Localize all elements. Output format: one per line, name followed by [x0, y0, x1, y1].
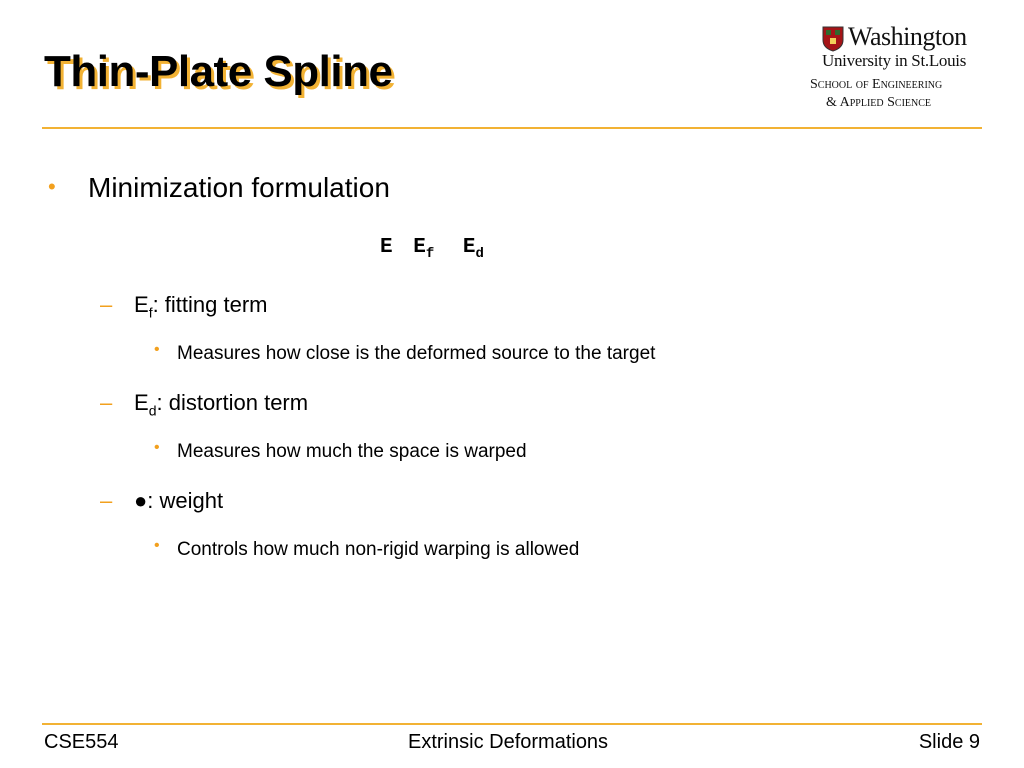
logo-line-applied-science: & Applied Science [826, 95, 932, 110]
logo-line-school: School of Engineering [810, 77, 943, 92]
formula-ef: $E_f$ [413, 236, 435, 263]
bullet-dot-icon: • [154, 439, 160, 456]
bullet-text: Minimization formulation [88, 172, 390, 203]
weight-dot-icon: ● [134, 488, 148, 513]
dash-icon: – [100, 488, 113, 513]
footer-slide-number: Slide 9 [918, 731, 980, 753]
footer-divider [42, 723, 982, 725]
dash-icon: – [100, 292, 113, 317]
logo-line-university: University in St.Louis [822, 51, 967, 70]
energy-formula [380, 236, 484, 262]
bullet-dot-icon: • [48, 174, 56, 199]
formula-e: E [380, 236, 393, 259]
title-divider [42, 127, 982, 129]
footer-topic: Extrinsic Deformations [408, 731, 609, 753]
university-shield-icon [822, 26, 844, 52]
bullet-dot-icon: • [154, 341, 160, 358]
dash-icon: – [100, 390, 113, 415]
bullet-dot-icon: • [154, 537, 160, 554]
slide-title: Thin-Plate Spline [44, 47, 393, 96]
washington-university-logo [808, 24, 986, 116]
formula-ed: $E_d$ [462, 236, 484, 263]
logo-line-washington: Washington [848, 22, 967, 51]
footer-course: CSE554 [44, 731, 119, 753]
